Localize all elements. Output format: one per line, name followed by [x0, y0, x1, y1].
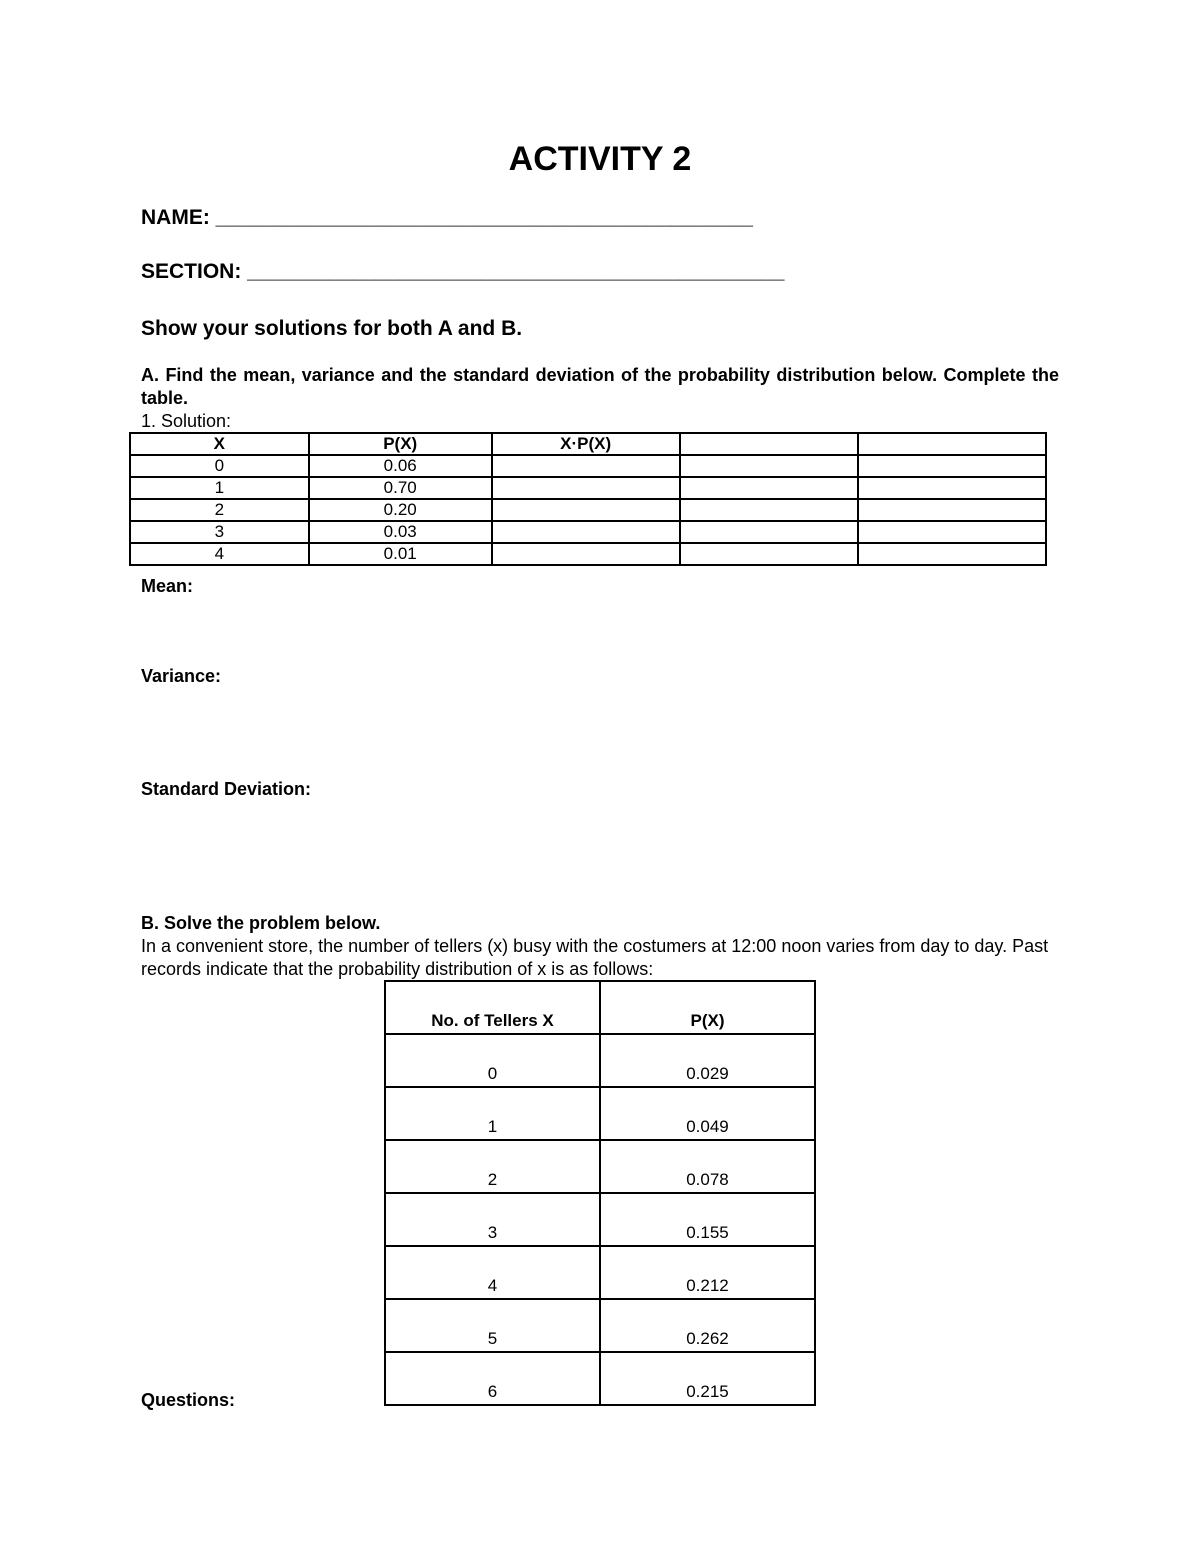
- table-cell: 0.03: [309, 521, 492, 543]
- questions-label: Questions:: [141, 1390, 236, 1410]
- table-header-cell: P(X): [600, 981, 815, 1034]
- table-cell: [492, 477, 680, 499]
- table-header-row: [130, 433, 1046, 455]
- mean-label: Mean:: [141, 576, 194, 596]
- name-field: NAME: ______________________________________________: [141, 206, 753, 229]
- table-cell: [858, 543, 1046, 565]
- table-cell: 2: [385, 1140, 600, 1193]
- table-cell: 2: [130, 499, 309, 521]
- table-row: [130, 521, 1046, 543]
- part-b-problem: In a convenient store, the number of tellers (x) busy with the costumers at 12:00 noon varies from day to day. Past records indicate that the probability distribution of x is as follows:: [141, 936, 1049, 979]
- table-cell: 1: [130, 477, 309, 499]
- table-cell: [858, 521, 1046, 543]
- variance-label: Variance:: [141, 666, 222, 686]
- table-cell: [492, 455, 680, 477]
- table-cell: 1: [385, 1087, 600, 1140]
- distribution-table-a: [129, 432, 1047, 566]
- table-cell: [492, 543, 680, 565]
- standard-deviation-label: Standard Deviation:: [141, 779, 312, 799]
- table-row: [130, 477, 1046, 499]
- table-cell: 5: [385, 1299, 600, 1352]
- table-cell: 0.049: [600, 1087, 815, 1140]
- table-cell: 0.20: [309, 499, 492, 521]
- table-header-row: [385, 981, 815, 1034]
- table-header-cell: [680, 433, 859, 455]
- table-row: [385, 1087, 815, 1140]
- table-cell: [492, 521, 680, 543]
- table-row: [385, 1246, 815, 1299]
- table-cell: [492, 499, 680, 521]
- table-cell: 0.70: [309, 477, 492, 499]
- table-cell: [680, 477, 859, 499]
- part-b-heading: B. Solve the problem below.: [141, 913, 381, 933]
- table-cell: 0.01: [309, 543, 492, 565]
- table-cell: 0.215: [600, 1352, 815, 1405]
- table-cell: 0.029: [600, 1034, 815, 1087]
- table-cell: 4: [385, 1246, 600, 1299]
- page-title: ACTIVITY 2: [508, 140, 692, 178]
- table-header-cell: X: [130, 433, 309, 455]
- section-field: SECTION: ______________________________________________: [141, 260, 785, 283]
- instruction-text: Show your solutions for both A and B.: [141, 317, 523, 340]
- solution-label: 1. Solution:: [141, 411, 232, 431]
- table-cell: [680, 499, 859, 521]
- table-cell: 0: [385, 1034, 600, 1087]
- table-header-cell: No. of Tellers X: [385, 981, 600, 1034]
- table-cell: 0.078: [600, 1140, 815, 1193]
- table-cell: 3: [385, 1193, 600, 1246]
- table-cell: [858, 477, 1046, 499]
- table-row: [385, 1193, 815, 1246]
- table-header-cell: P(X): [309, 433, 492, 455]
- table-header-cell: X·P(X): [492, 433, 680, 455]
- table-cell: [680, 455, 859, 477]
- table-row: [385, 1140, 815, 1193]
- tellers-table: [384, 980, 816, 1406]
- table-row: [385, 1299, 815, 1352]
- table-header-cell: [858, 433, 1046, 455]
- table-cell: 0: [130, 455, 309, 477]
- table-row: [385, 1034, 815, 1087]
- table-cell: 0.155: [600, 1193, 815, 1246]
- table-cell: [680, 521, 859, 543]
- table-cell: 0.262: [600, 1299, 815, 1352]
- table-cell: [680, 543, 859, 565]
- table-row: [130, 455, 1046, 477]
- table-cell: 4: [130, 543, 309, 565]
- table-row: [385, 1352, 815, 1405]
- part-a-heading: A. Find the mean, variance and the standard deviation of the probability distribution below. Complete the table.: [141, 365, 1059, 408]
- table-cell: 6: [385, 1352, 600, 1405]
- table-row: [130, 499, 1046, 521]
- table-cell: [858, 499, 1046, 521]
- table-cell: 3: [130, 521, 309, 543]
- table-cell: [858, 455, 1046, 477]
- table-cell: 0.212: [600, 1246, 815, 1299]
- table-row: [130, 543, 1046, 565]
- table-cell: 0.06: [309, 455, 492, 477]
